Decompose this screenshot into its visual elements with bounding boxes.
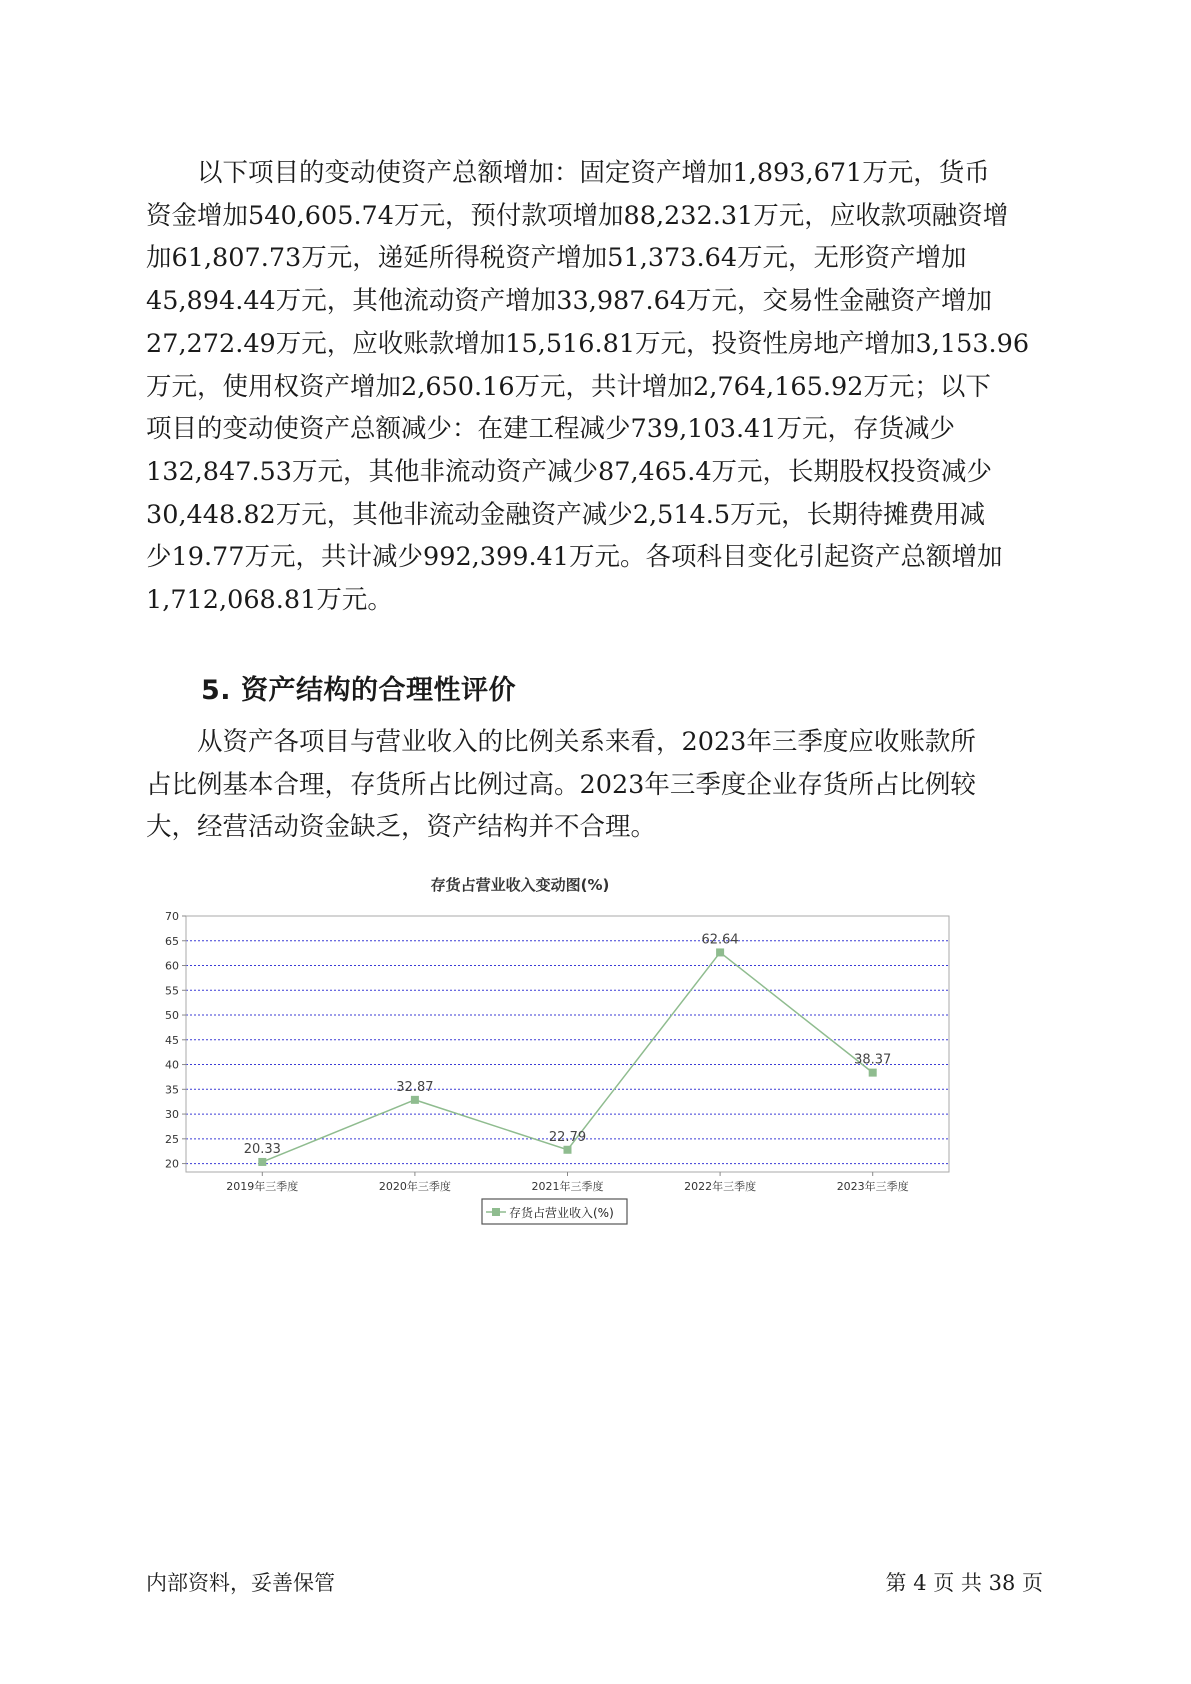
x-tick-label: 2022年三季度: [684, 1180, 757, 1193]
section-heading: 5. 资产结构的合理性评价: [201, 675, 516, 706]
data-point: [716, 948, 724, 956]
paragraph-asset-structure-line: 大，经营活动资金缺乏，资产结构并不合理。: [146, 812, 657, 843]
paragraph-asset-changes-line: 132,847.53万元，其他非流动资产减少87,465.4万元，长期股权投资减少: [146, 456, 993, 487]
paragraph-asset-changes-line: 27,272.49万元，应收账款增加15,516.81万元，投资性房地产增加3,153.96: [146, 328, 1030, 359]
y-tick-label: 45: [165, 1033, 179, 1047]
data-point: [258, 1158, 266, 1166]
x-tick-label: 2019年三季度: [226, 1180, 299, 1193]
data-point: [564, 1146, 572, 1154]
data-label: 20.33: [243, 1141, 281, 1157]
paragraph-asset-changes-line: 45,894.44万元，其他流动资产增加33,987.64万元，交易性金融资产增加: [146, 286, 993, 317]
paragraph-asset-changes-line: 万元，使用权资产增加2,650.16万元，共计增加2,764,165.92万元；以下: [146, 371, 991, 402]
legend-marker-swatch: [492, 1208, 500, 1216]
footer-page-number: 第 4 页 共 38 页: [885, 1571, 1043, 1595]
paragraph-asset-changes-line: 资金增加540,605.74万元，预付款项增加88,232.31万元，应收款项融资增: [146, 200, 1009, 231]
chart-legend: [482, 1199, 627, 1224]
paragraph-asset-structure-line: 从资产各项目与营业收入的比例关系来看，2023年三季度应收账款所: [197, 727, 976, 757]
footer-confidential-note: 内部资料，妥善保管: [146, 1571, 335, 1595]
y-tick-label: 30: [165, 1108, 179, 1122]
legend-label: 存货占营业收入(%): [509, 1206, 614, 1220]
y-tick-label: 35: [165, 1083, 179, 1097]
y-tick-label: 55: [165, 984, 179, 998]
data-label: 32.87: [396, 1079, 434, 1095]
paragraph-asset-changes-line: 加61,807.73万元，递延所得税资产增加51,373.64万元，无形资产增加: [146, 243, 967, 274]
y-tick-label: 65: [165, 934, 179, 948]
y-tick-label: 40: [165, 1058, 179, 1072]
chart-title: 存货占营业收入变动图(%): [430, 876, 610, 894]
paragraph-asset-changes-line: 1,712,068.81万元。: [146, 585, 393, 616]
paragraph-asset-structure-line: 占比例基本合理，存货所占比例过高。2023年三季度企业存货所占比例较: [146, 769, 976, 800]
inventory-ratio-chart: [150, 870, 950, 1242]
data-label: 62.64: [701, 932, 739, 948]
y-tick-label: 60: [165, 959, 179, 973]
data-label: 22.79: [548, 1129, 587, 1145]
y-tick-label: 25: [165, 1132, 179, 1146]
x-tick-label: 2021年三季度: [531, 1180, 604, 1193]
y-tick-label: 50: [165, 1009, 179, 1023]
data-point: [869, 1069, 877, 1077]
paragraph-asset-changes-line: 少19.77万元，共计减少992,399.41万元。各项科目变化引起资产总额增加: [146, 542, 1003, 573]
paragraph-asset-changes: [146, 152, 1046, 622]
x-tick-label: 2023年三季度: [836, 1180, 909, 1193]
data-label: 38.37: [854, 1052, 892, 1068]
y-tick-label: 20: [165, 1157, 179, 1171]
x-tick-label: 2020年三季度: [378, 1180, 451, 1193]
paragraph-asset-structure: [146, 721, 1046, 849]
paragraph-asset-changes-line: 以下项目的变动使资产总额增加：固定资产增加1,893,671万元，货币: [197, 158, 990, 188]
y-tick-label: 70: [165, 910, 179, 923]
paragraph-asset-changes-line: 30,448.82万元，其他非流动金融资产减少2,514.5万元，长期待摊费用减: [146, 499, 986, 530]
data-point: [411, 1096, 419, 1104]
paragraph-asset-changes-line: 项目的变动使资产总额减少：在建工程减少739,103.41万元，存货减少: [146, 414, 956, 445]
